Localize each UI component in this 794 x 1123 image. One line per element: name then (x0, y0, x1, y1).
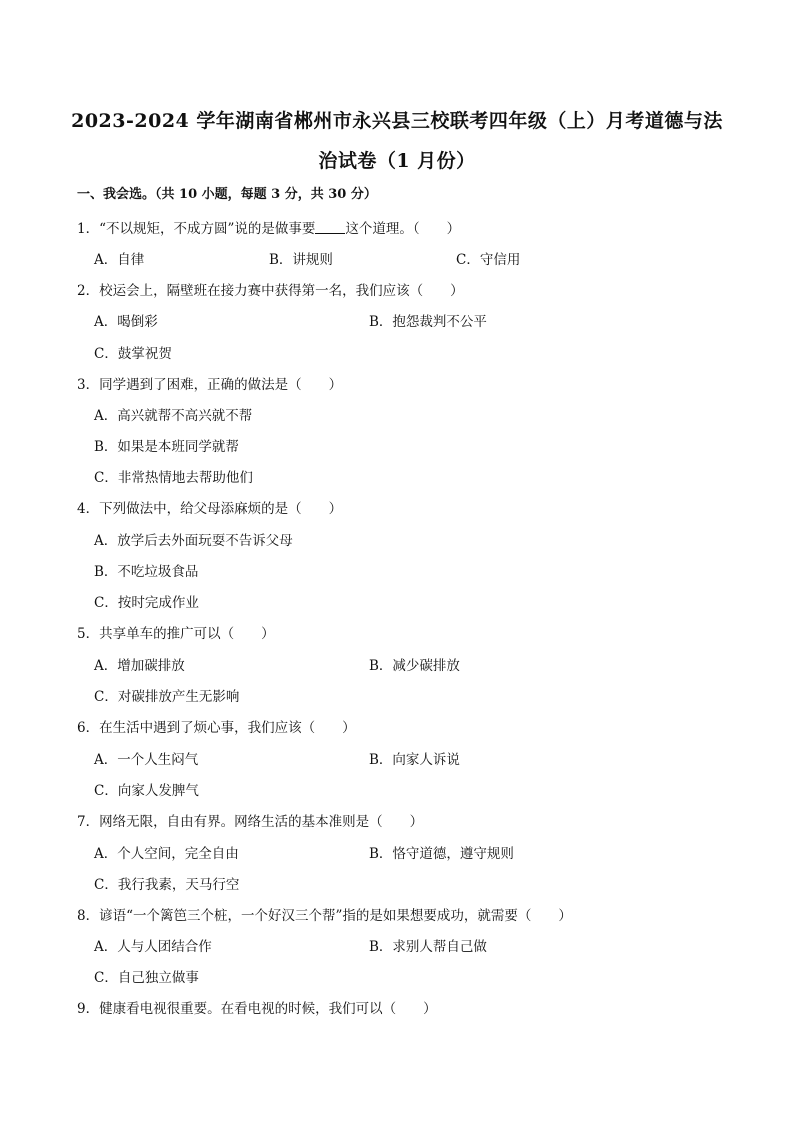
question-2-option-c: C．鼓掌祝贺 (94, 346, 172, 362)
question-6-option-a: A．一个人生闷气 (94, 752, 199, 768)
question-5-option-a: A．增加碳排放 (94, 658, 185, 674)
question-2: 2．校运会上，隔壁班在接力赛中获得第一名，我们应该（ ） (77, 283, 464, 299)
question-5-option-c: C．对碳排放产生无影响 (94, 689, 240, 705)
question-3-option-a: A．高兴就帮不高兴就不帮 (94, 408, 253, 424)
question-1 (77, 217, 460, 237)
question-3: 3．同学遇到了困难，正确的做法是（ ） (77, 377, 343, 393)
question-1-text-after: 这个道理。（ ） (345, 221, 461, 237)
question-5: 5．共享单车的推广可以（ ） (77, 626, 275, 642)
section-heading: 一、我会选。（共 10 小题，每题 3 分，共 30 分） (77, 187, 377, 202)
question-8: 8．谚语“一个篱笆三个桩，一个好汉三个帮”指的是如果想要成功，就需要（ ） (77, 908, 572, 924)
exam-title-line1: 2023-2024 学年湖南省郴州市永兴县三校联考四年级（上）月考道德与法 (71, 110, 723, 132)
question-1-option-a: A．自律 (94, 252, 145, 268)
question-4-option-a: A．放学后去外面玩耍不告诉父母 (94, 533, 293, 549)
question-6-option-b: B．向家人诉说 (369, 752, 460, 768)
question-7-option-c: C．我行我素，天马行空 (94, 877, 240, 893)
question-6-option-c: C．向家人发脾气 (94, 783, 199, 799)
question-3-option-b: B．如果是本班同学就帮 (94, 439, 239, 455)
question-2-option-a: A．喝倒彩 (94, 314, 158, 330)
question-6: 6．在生活中遇到了烦心事，我们应该（ ） (77, 720, 356, 736)
question-4: 4．下列做法中，给父母添麻烦的是（ ） (77, 501, 343, 517)
question-1-text-before: 1．“不以规矩，不成方圆”说的是做事要 (77, 221, 316, 237)
question-8-option-b: B．求别人帮自己做 (369, 939, 487, 955)
question-5-option-b: B．减少碳排放 (369, 658, 460, 674)
question-4-option-c: C．按时完成作业 (94, 595, 199, 611)
question-4-option-b: B．不吃垃圾食品 (94, 564, 199, 580)
exam-title-line2: 治试卷（1 月份） (318, 150, 476, 172)
question-8-option-c: C．自己独立做事 (94, 970, 199, 986)
question-7-option-a: A．个人空间，完全自由 (94, 846, 239, 862)
question-9: 9．健康看电视很重要。在看电视的时候，我们可以（ ） (77, 1001, 437, 1017)
answer-blank (315, 221, 345, 234)
question-2-option-b: B．抱怨裁判不公平 (369, 314, 487, 330)
question-7-option-b: B．恪守道德，遵守规则 (369, 846, 514, 862)
question-8-option-a: A．人与人团结合作 (94, 939, 212, 955)
question-7: 7．网络无限，自由有界。网络生活的基本准则是（ ） (77, 814, 424, 830)
question-1-option-c: C．守信用 (456, 252, 521, 268)
question-3-option-c: C．非常热情地去帮助他们 (94, 470, 253, 486)
question-1-option-b: B．讲规则 (269, 252, 333, 268)
